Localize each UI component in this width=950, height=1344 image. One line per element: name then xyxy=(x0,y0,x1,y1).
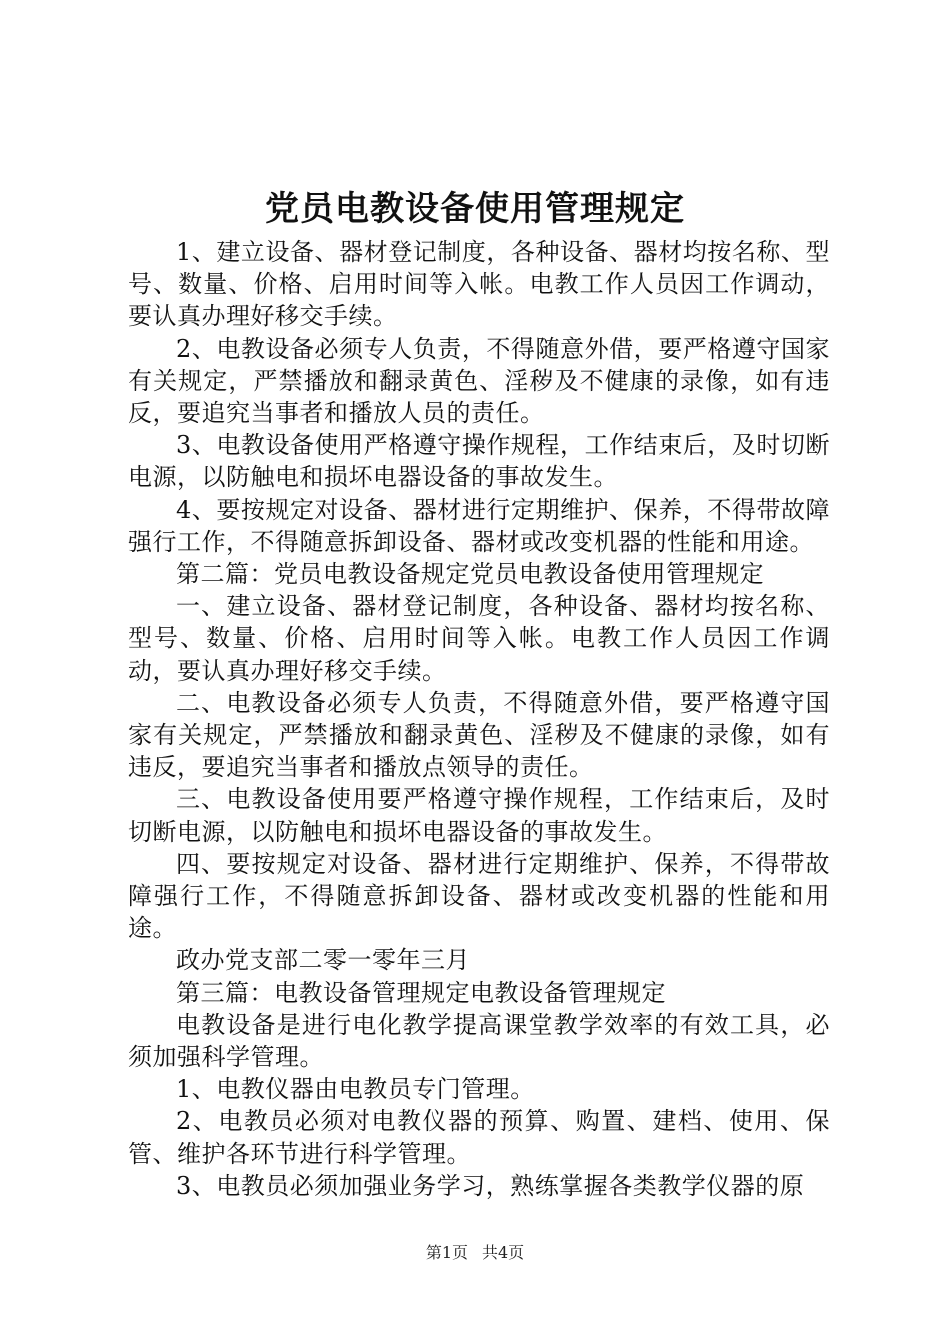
paragraph: 电教设备是进行电化教学提高课堂教学效率的有效工具，必须加强科学管理。 xyxy=(128,1010,830,1072)
paragraph: 4、要按规定对设备、器材进行定期维护、保养，不得带故障强行工作，不得随意拆卸设备、器材或改变机器的性能和用途。 xyxy=(128,495,830,556)
section-heading: 第二篇：党员电教设备规定党员电教设备使用管理规定 xyxy=(176,560,764,589)
paragraph: 2、电教员必须对电教仪器的预算、购置、建档、使用、保管、维护各环节进行科学管理。 xyxy=(128,1107,830,1168)
page-total: 共4页 xyxy=(482,1243,525,1262)
paragraph: 2、电教设备必须专人负责，不得随意外借，要严格遵守国家有关规定，严禁播放和翻录黄色、淫秽及不健康的录像，如有违反，要追究当事者和播放人员的责任。 xyxy=(128,334,830,428)
page-number: 第1页 xyxy=(425,1243,468,1262)
paragraph: 一、建立设备、器材登记制度，各种设备、器材均按名称、型号、数量、价格、启用时间等入帐。电教工作人员因工作调动，要认真办理好移交手续。 xyxy=(128,592,830,685)
paragraph: 二、电教设备必须专人负责，不得随意外借，要严格遵守国家有关规定，严禁播放和翻录黄色、淫秽及不健康的录像，如有违反，要追究当事者和播放点领导的责任。 xyxy=(128,688,830,782)
paragraph: 三、电教设备使用要严格遵守操作规程，工作结束后，及时切断电源，以防触电和损坏电器设备的事故发生。 xyxy=(128,785,830,846)
document-title: 党员电教设备使用管理规定 xyxy=(265,189,685,229)
paragraph: 1、电教仪器由电教员专门管理。 xyxy=(176,1075,535,1104)
section-heading: 第三篇：电教设备管理规定电教设备管理规定 xyxy=(176,978,666,1007)
signature-line: 政办党支部二零一零年三月 xyxy=(176,946,470,975)
paragraph: 1、建立设备、器材登记制度，各种设备、器材均按名称、型号、数量、价格、启用时间等入帐。电教工作人员因工作调动，要认真办理好移交手续。 xyxy=(128,238,830,331)
document-body xyxy=(128,236,830,1202)
paragraph: 3、电教设备使用严格遵守操作规程，工作结束后，及时切断电源，以防触电和损坏电器设备的事故发生。 xyxy=(128,431,830,492)
page-footer xyxy=(0,1242,950,1264)
paragraph: 3、电教员必须加强业务学习，熟练掌握各类教学仪器的原 xyxy=(176,1171,805,1200)
paragraph: 四、要按规定对设备、器材进行定期维护、保养，不得带故障强行工作，不得随意拆卸设备、器材或改变机器的性能和用途。 xyxy=(128,849,830,943)
